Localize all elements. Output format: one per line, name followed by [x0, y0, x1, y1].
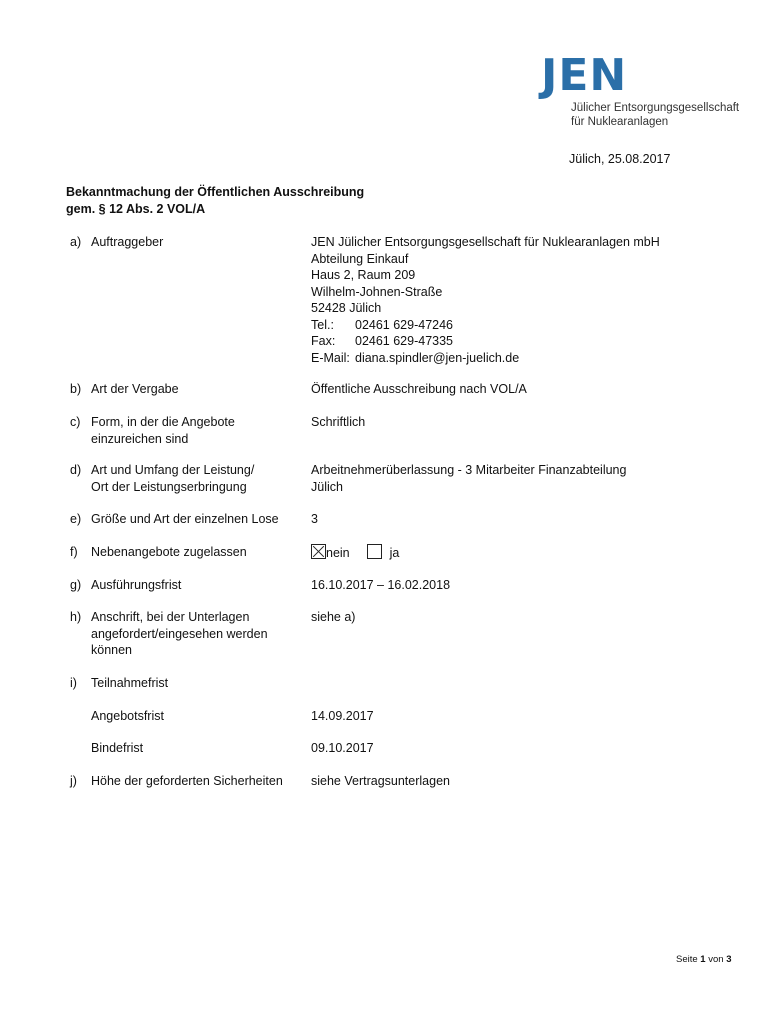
heading-line2: gem. § 12 Abs. 2 VOL/A [66, 202, 206, 216]
fax-value: 02461 629-47335 [355, 334, 454, 348]
row-label: Art der Vergabe [91, 382, 179, 396]
row-label-line2: angefordert/eingesehen werden [91, 626, 268, 641]
row-letter: e) [70, 512, 82, 526]
document-heading [66, 184, 364, 218]
contact-org: JEN Jülicher Entsorgungsgesellschaft für Nuklearanlagen mbH [311, 235, 660, 249]
email-label: E-Mail: [311, 350, 350, 365]
row-value: siehe a) [311, 610, 356, 624]
checkbox-ja[interactable] [367, 544, 382, 559]
row-letter: a) [70, 235, 82, 249]
contact-dept: Abteilung Einkauf [311, 251, 409, 266]
logo-subtitle-line1: Jülicher Entsorgungsgesellschaft [571, 102, 740, 114]
tel-value: 02461 629-47246 [355, 317, 454, 332]
row-label: Auftraggeber [91, 235, 164, 249]
row-letter: f) [70, 545, 78, 559]
nebenangebote-options [311, 544, 711, 562]
row-label: Nebenangebote zugelassen [91, 545, 247, 559]
row-label: Bindefrist [91, 741, 144, 755]
row-label-line2: Ort der Leistungserbringung [91, 479, 247, 494]
heading-line1: Bekanntmachung der Öffentlichen Ausschreibung [66, 185, 365, 199]
contact-tel [311, 317, 711, 334]
contact-fax [311, 333, 711, 350]
row-value: Schriftlich [311, 415, 366, 429]
contact-email [311, 350, 711, 367]
row-value: Öffentliche Ausschreibung nach VOL/A [311, 382, 527, 396]
contact-building: Haus 2, Raum 209 [311, 268, 416, 282]
contact-city: 52428 Jülich [311, 301, 382, 315]
footer-total: 3 [726, 954, 732, 965]
row-value: siehe Vertragsunterlagen [311, 774, 450, 788]
row-letter: i) [70, 676, 77, 690]
page-footer [676, 954, 732, 965]
row-label: Teilnahmefrist [91, 676, 169, 690]
row-label-line3: können [91, 643, 133, 657]
document-date: Jülich, 25.08.2017 [569, 152, 671, 166]
row-value-line2: Jülich [311, 479, 343, 494]
row-letter: d) [70, 463, 82, 477]
row-label: Höhe der geforderten Sicherheiten [91, 774, 283, 788]
row-letter: g) [70, 578, 82, 592]
row-value: 09.10.2017 [311, 741, 374, 755]
row-label: Angebotsfrist [91, 709, 164, 723]
row-value-line1: Arbeitnehmerüberlassung - 3 Mitarbeiter Finanzabteilung [311, 463, 627, 477]
contact-block [311, 234, 711, 366]
row-label: Ausführungsfrist [91, 578, 182, 592]
email-value[interactable]: diana.spindler@jen-juelich.de [355, 350, 520, 365]
jen-logo [541, 50, 628, 101]
row-label-line1: Art und Umfang der Leistung/ [91, 463, 255, 477]
row-value: 14.09.2017 [311, 709, 374, 723]
footer-middle: von [708, 954, 724, 965]
row-label [91, 609, 306, 659]
option-nein-label: nein [326, 546, 350, 560]
row-label [91, 462, 306, 495]
tel-label: Tel.: [311, 317, 334, 332]
row-label [91, 414, 306, 447]
row-label: Größe und Art der einzelnen Lose [91, 512, 279, 526]
logo-subtitle [571, 101, 739, 129]
checkbox-nein[interactable] [311, 544, 326, 559]
fax-label: Fax: [311, 334, 336, 348]
logo-subtitle-line2: für Nuklearanlagen [571, 116, 669, 128]
option-ja-label: ja [389, 546, 400, 560]
row-value: 16.10.2017 – 16.02.2018 [311, 578, 451, 592]
row-value: 3 [311, 512, 318, 526]
row-letter: c) [70, 415, 81, 429]
footer-prefix: Seite [676, 954, 698, 965]
row-label-line2: einzureichen sind [91, 431, 189, 446]
row-letter: j) [70, 774, 77, 788]
footer-page: 1 [700, 954, 706, 965]
row-label-line1: Form, in der die Angebote [91, 415, 235, 429]
row-value [311, 462, 711, 495]
logo-mark: JEN [541, 50, 628, 101]
row-letter: b) [70, 382, 82, 396]
row-letter: h) [70, 610, 82, 624]
row-label-line1: Anschrift, bei der Unterlagen [91, 610, 250, 624]
contact-street: Wilhelm-Johnen-Straße [311, 284, 443, 299]
